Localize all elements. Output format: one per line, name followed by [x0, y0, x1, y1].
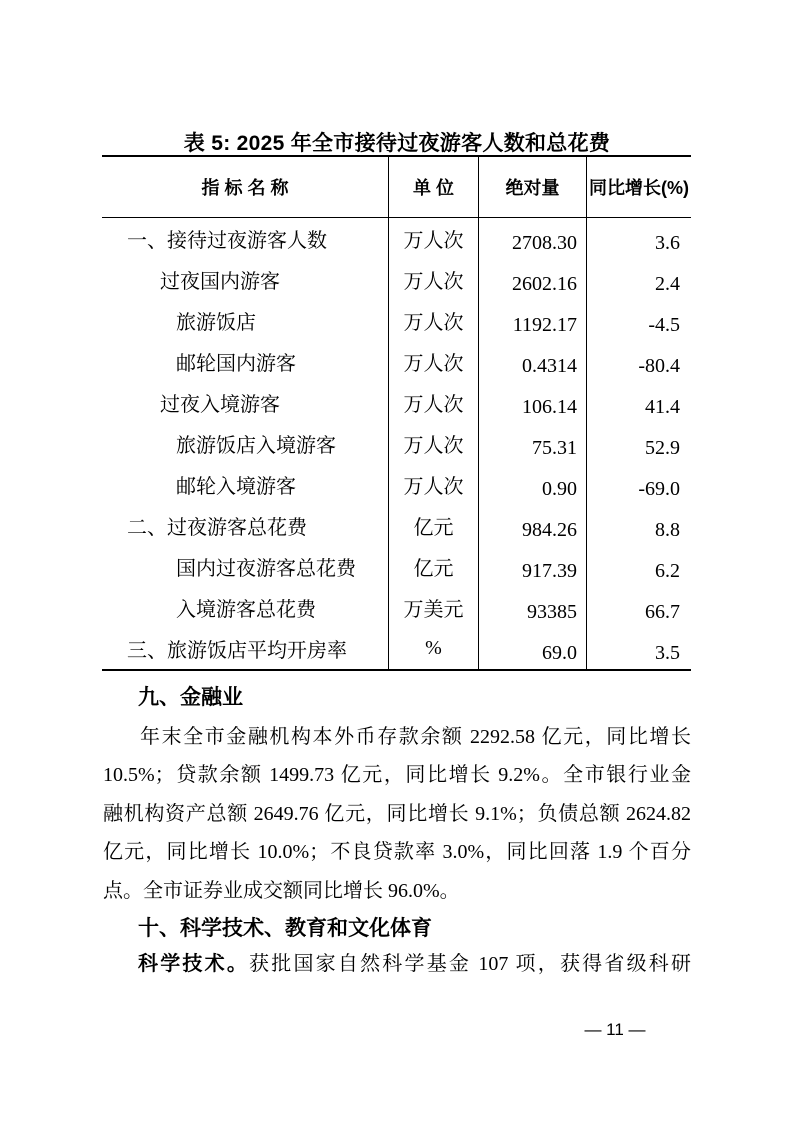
science-lead-label: 科学技术。: [138, 953, 250, 975]
section-heading-science: 十、科学技术、教育和文化体育: [138, 917, 432, 940]
growth-cell: 3.5: [586, 628, 691, 669]
growth-cell: 52.9: [586, 423, 691, 464]
indicator-cell: 二、过夜游客总花费: [127, 517, 307, 539]
indicator-cell: 入境游客总花费: [176, 599, 316, 621]
value-cell: 2708.30: [478, 218, 586, 259]
header-absolute: 绝对量: [478, 157, 586, 217]
value-cell: 984.26: [478, 505, 586, 546]
paragraph-line: 年末全市金融机构本外币存款余额 2292.58 亿元，同比增长: [140, 726, 691, 748]
unit-cell: %: [388, 628, 478, 669]
header-unit: 单 位: [388, 157, 478, 217]
indicator-cell: 邮轮入境游客: [176, 476, 296, 498]
value-cell: 0.90: [478, 464, 586, 505]
growth-cell: 3.6: [586, 218, 691, 259]
growth-cell: 6.2: [586, 546, 691, 587]
indicator-cell: 旅游饭店入境游客: [176, 435, 336, 457]
value-cell: 0.4314: [478, 341, 586, 382]
header-growth: 同比增长(%): [586, 157, 691, 217]
growth-cell: -80.4: [586, 341, 691, 382]
unit-cell: 万人次: [388, 382, 478, 423]
table-row: [102, 464, 691, 505]
growth-cell: 2.4: [586, 259, 691, 300]
value-cell: 1192.17: [478, 300, 586, 341]
indicator-cell: 过夜国内游客: [160, 271, 280, 293]
unit-cell: 万人次: [388, 341, 478, 382]
table-row: [102, 259, 691, 300]
indicator-cell: 三、旅游饭店平均开房率: [127, 640, 347, 662]
value-cell: 75.31: [478, 423, 586, 464]
paragraph-line: 10.5%；贷款余额 1499.73 亿元，同比增长 9.2%。全市银行业金: [103, 764, 691, 786]
table-row: [102, 505, 691, 546]
table-row: [102, 546, 691, 587]
table-row: [102, 382, 691, 423]
table-row: [102, 587, 691, 628]
table-row: [102, 628, 691, 669]
growth-cell: -69.0: [586, 464, 691, 505]
growth-cell: -4.5: [586, 300, 691, 341]
value-cell: 917.39: [478, 546, 586, 587]
unit-cell: 万人次: [388, 300, 478, 341]
value-cell: 2602.16: [478, 259, 586, 300]
unit-cell: 万美元: [388, 587, 478, 628]
section-heading-finance: 九、金融业: [138, 686, 243, 709]
unit-cell: 亿元: [388, 546, 478, 587]
science-paragraph-line: [103, 951, 691, 977]
paragraph-line: 亿元，同比增长 10.0%；不良贷款率 3.0%，同比回落 1.9 个百分: [103, 841, 691, 863]
unit-cell: 万人次: [388, 423, 478, 464]
value-cell: 93385: [478, 587, 586, 628]
unit-cell: 亿元: [388, 505, 478, 546]
table-header-row: [102, 157, 691, 218]
growth-cell: 66.7: [586, 587, 691, 628]
table-row: [102, 423, 691, 464]
value-cell: 69.0: [478, 628, 586, 669]
growth-cell: 41.4: [586, 382, 691, 423]
value-cell: 106.14: [478, 382, 586, 423]
table-row: [102, 341, 691, 382]
paragraph-line: 点。全市证券业成交额同比增长 96.0%。: [103, 880, 460, 902]
overnight-visitors-table: [102, 155, 691, 671]
paragraph-line: 融机构资产总额 2649.76 亿元，同比增长 9.1%；负债总额 2624.82: [103, 803, 691, 825]
growth-cell: 8.8: [586, 505, 691, 546]
table-row: [102, 218, 691, 259]
indicator-cell: 旅游饭店: [176, 312, 256, 334]
page-number: — 11 —: [584, 1020, 646, 1039]
table-title: 表 5: 2025 年全市接待过夜游客人数和总花费: [183, 132, 611, 155]
unit-cell: 万人次: [388, 464, 478, 505]
indicator-cell: 邮轮国内游客: [176, 353, 296, 375]
unit-cell: 万人次: [388, 259, 478, 300]
indicator-cell: 国内过夜游客总花费: [176, 558, 356, 580]
indicator-cell: 过夜入境游客: [160, 394, 280, 416]
table-row: [102, 300, 691, 341]
unit-cell: 万人次: [388, 218, 478, 259]
indicator-cell: 一、接待过夜游客人数: [127, 230, 327, 252]
header-indicator: 指 标 名 称: [201, 178, 289, 198]
science-text: 获批国家自然科学基金 107 项，获得省级科研: [249, 953, 692, 975]
